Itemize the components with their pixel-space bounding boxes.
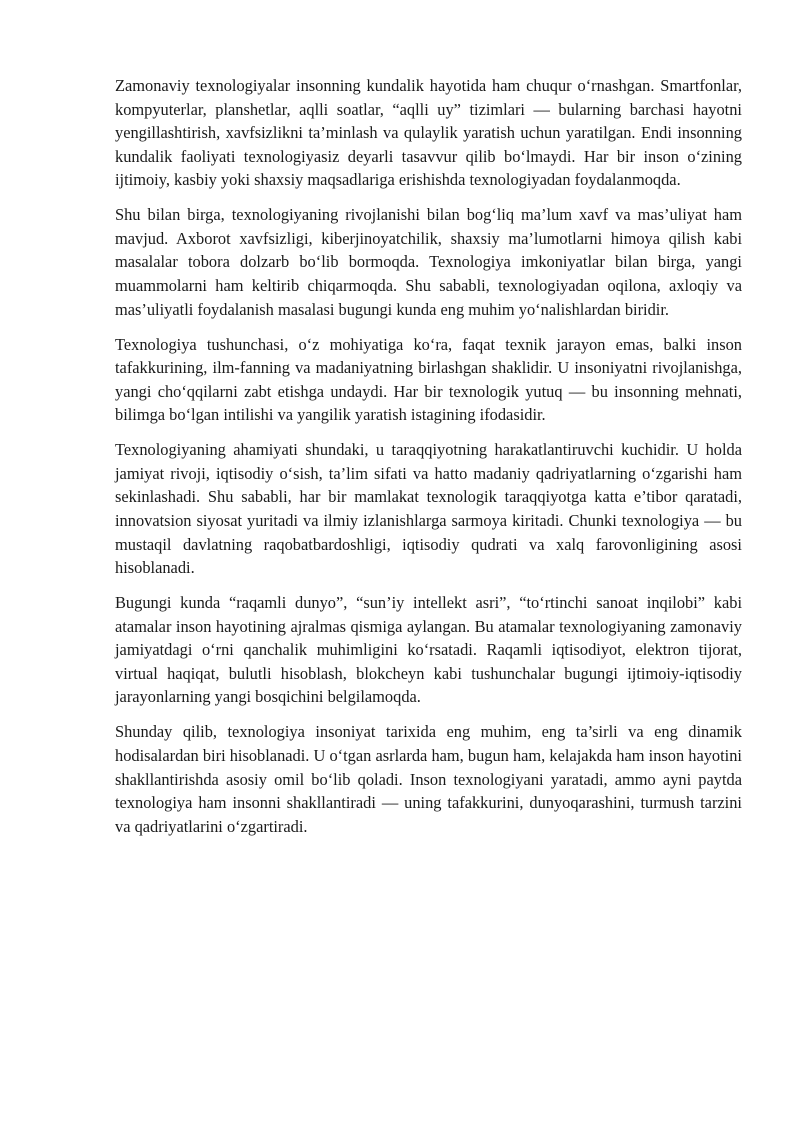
- paragraph-6: Shunday qilib, texnologiya insoniyat tarixida eng muhim, eng ta’sirli va eng dinamik hodisalardan biri hisoblanadi. U o‘tgan asrlarda ham, bugun ham, kelajakda ham inson hayotini shakllantirishda asosiy omil bo‘lib qoladi. Inson texnologiyani yaratadi, ammo ayni paytda texnologiya ham insonni shakllantiradi — uning tafakkurini, dunyoqarashini, turmush tarzini va qadriyatlarini o‘zgartiradi.: [115, 722, 742, 836]
- paragraph-4: Texnologiyaning ahamiyati shundaki, u taraqqiyotning harakatlantiruvchi kuchidir. U holda jamiyat rivoji, iqtisodiy o‘sish, ta’lim sifati va hatto madaniy qadriyatlarning o‘zgarishi ham sekinlashadi. Shu sababli, har bir mamlakat texnologik taraqqiyotga katta e’tibor qaratadi, innovatsion siyosat yuritadi va ilmiy izlanishlarga sarmoya kiritadi. Chunki texnologiya — bu mustaqil davlatning raqobatbardoshligi, iqtisodiy qudrati va xalq farovonligining asosi hisoblanadi.: [115, 440, 742, 578]
- paragraph-2: Shu bilan birga, texnologiyaning rivojlanishi bilan bog‘liq ma’lum xavf va mas’uliyat ham mavjud. Axborot xavfsizligi, kiberjinoyatchilik, shaxsiy ma’lumotlarni himoya qilish kabi masalalar tobora dolzarb bo‘lib bormoqda. Texnologiya imkoniyatlar bilan birga, yangi muammolarni ham keltirib chiqarmoqda. Shu sababli, texnologiyadan oqilona, axloqiy va mas’uliyatli foydalanish masalasi bugungi kunda eng muhim yo‘nalishlardan biridir.: [115, 205, 742, 319]
- document-body: [115, 74, 742, 850]
- paragraph-5: Bugungi kunda “raqamli dunyo”, “sun’iy intellekt asri”, “to‘rtinchi sanoat inqilobi” kabi atamalar inson hayotining ajralmas qismiga aylangan. Bu atamalar texnologiyaning zamonaviy jamiyatdagi o‘rni qanchalik muhimligini ko‘rsatadi. Raqamli iqtisodiyot, elektron tijorat, virtual haqiqat, bulutli hisoblash, blokcheyn kabi tushunchalar bugungi ijtimoiy-iqtisodiy jarayonlarning yangi bosqichini belgilamoqda.: [115, 593, 742, 707]
- paragraph-1: Zamonaviy texnologiyalar insonning kundalik hayotida ham chuqur o‘rnashgan. Smartfonlar, kompyuterlar, planshetlar, aqlli soatlar, “aqlli uy” tizimlari — bularning barchasi hayotni yengillashtirish, xavfsizlikni ta’minlash va qulaylik yaratish uchun yaratilgan. Endi insonning kundalik faoliyati texnologiyasiz deyarli tasavvur qilib bo‘lmaydi. Har bir inson o‘zining ijtimoiy, kasbiy yoki shaxsiy maqsadlariga erishishda texnologiyadan foydalanmoqda.: [115, 76, 742, 190]
- paragraph-3: Texnologiya tushunchasi, o‘z mohiyatiga ko‘ra, faqat texnik jarayon emas, balki inson tafakkurining, ilm-fanning va madaniyatning birlashgan shaklidir. U insoniyatni rivojlanishga, yangi cho‘qqilarni zabt etishga undaydi. Har bir texnologik yutuq — bu insonning mehnati, bilimga bo‘lgan intilishi va yangilik yaratish istagining ifodasidir.: [115, 334, 742, 425]
